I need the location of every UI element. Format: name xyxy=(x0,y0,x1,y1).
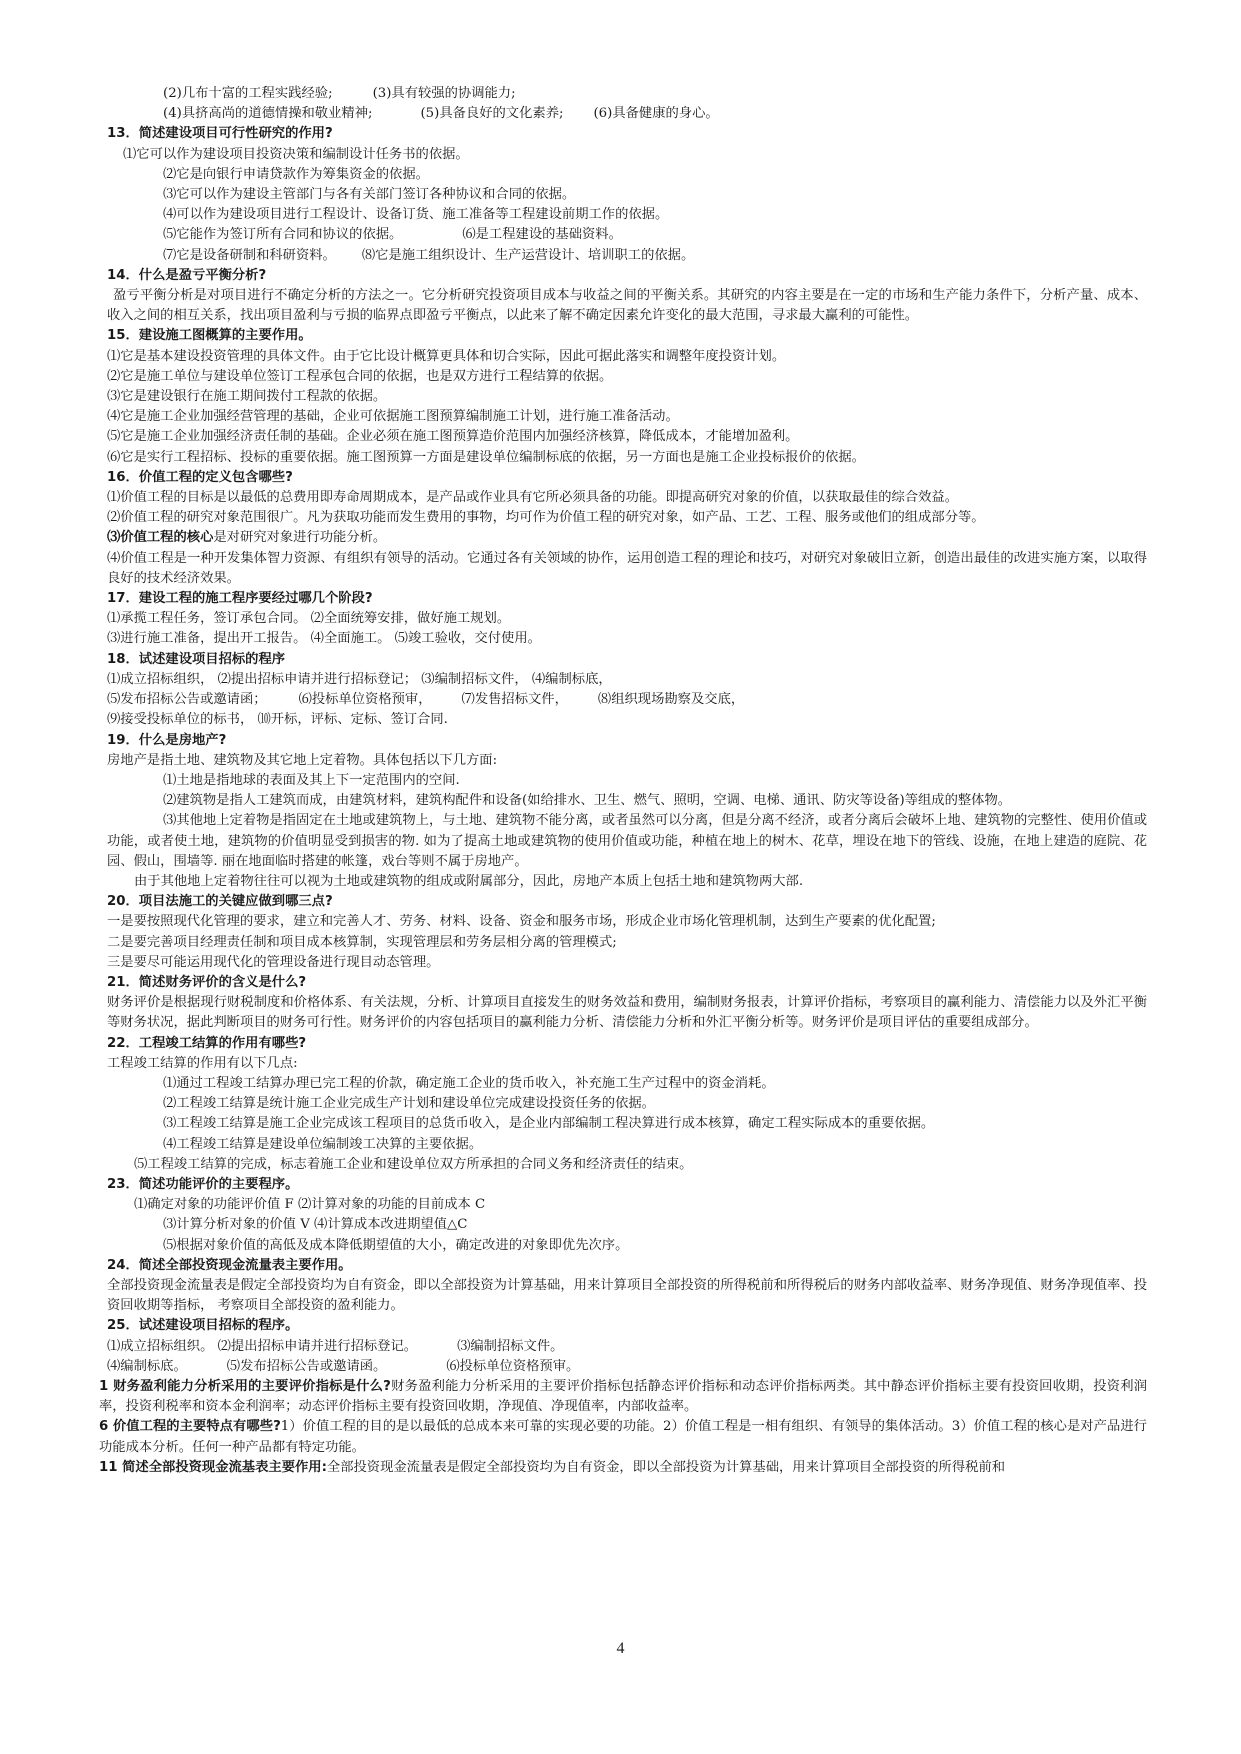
answer-line: 房地产是指土地、建筑物及其它地上定着物。具体包括以下几方面: xyxy=(107,752,498,768)
item-text: ⑹投标单位资格预审。 xyxy=(446,1358,580,1374)
question-17-heading: 17．建设工程的施工程序要经过哪几个阶段? xyxy=(107,591,373,607)
answer-line: ⑹它是实行工程招标、投标的重要依据。施工图预算一方面是建设单位编制标底的依据，另一方面也是施工企业投标报价的依据。 xyxy=(107,449,865,465)
item-text: ⑸发布招标公告或邀请函； xyxy=(107,692,267,708)
question-19-heading: 19．什么是房地产? xyxy=(107,732,227,748)
answer-line: 三是要尽可能运用现代化的管理设备进行现目动态管理。 xyxy=(107,954,440,970)
extra-question-6 xyxy=(99,1417,1147,1457)
answer-line xyxy=(107,690,1147,710)
extra-question-11 xyxy=(99,1458,1147,1478)
answer-paragraph: 全部投资现金流量表是假定全部投资均为自有资金，即以全部投资为计算基础，用来计算项目全部投资的所得税前和所得税后的财务内部收益率、财务净现值、财务净现值率、投资回收期等指标， 考察项目全部投资的盈利能力。 xyxy=(107,1277,1147,1314)
answer-line xyxy=(107,1337,1147,1357)
answer-paragraph: 财务评价是根据现行财税制度和价格体系、有关法规，分析、计算项目直接发生的财务效益和费用，编制财务报表，计算评价指标，考察项目的赢利能力、清偿能力以及外汇平衡等财务状况，据此判断项目的财务可行性。财务评价的内容包括项目的赢利能力分析、清偿能力分析和外汇平衡分析等。财务评价是项目评估的重要组成部分。 xyxy=(107,995,1147,1031)
item-text: 是对研究对象进行功能分析。 xyxy=(213,530,387,546)
answer-line: ⑴价值工程的目标是以最低的总费用即寿命周期成本，是产品或作业具有它所必须具备的功能。即提高研究对象的价值，以获取最佳的综合效益。 xyxy=(107,490,958,506)
item-text: ⑹是工程建设的基础资料。 xyxy=(462,227,622,243)
answer-line: ⑸它是施工企业加强经济责任制的基础。企业必须在施工图预算造价范围内加强经济核算，降低成本，才能增加盈利。 xyxy=(107,429,799,445)
answer-line: ⑴通过工程竣工结算办理已完工程的价款，确定施工企业的货币收入，补充施工生产过程中的资金消耗。 xyxy=(163,1075,775,1091)
answer-line: ⑵价值工程的研究对象范围很广。凡为获取功能而发生费用的事物，均可作为价值工程的研究对象，如产品、工艺、工程、服务或他们的组成部分等。 xyxy=(107,510,985,526)
question-15-heading: 15．建设施工图概算的主要作用。 xyxy=(107,328,312,344)
answer-line: ⑴承揽工程任务，签订承包合同。 ⑵全面统筹安排，做好施工规划。 xyxy=(107,611,511,627)
answer-line: ⑶进行施工准备，提出开工报告。 ⑷全面施工。 ⑸竣工验收，交付使用。 xyxy=(107,631,541,647)
question-text: 6 价值工程的主要特点有哪些? xyxy=(99,1419,281,1435)
item-text: ⑻组织现场勘察及交底， xyxy=(597,692,745,708)
emphasis-text: ⑶价值工程的核心 xyxy=(107,530,214,546)
answer-line: 工程竣工结算的作用有以下几点: xyxy=(107,1055,298,1071)
question-25-heading: 25．试述建设项目招标的程序。 xyxy=(107,1318,299,1334)
item-text: ⑺发售招标文件， xyxy=(461,692,568,708)
item-text: ⑸它能作为签订所有合同和协议的依据。 xyxy=(163,227,403,243)
qualification-line-1 xyxy=(107,84,1147,104)
answer-paragraph: 盈亏平衡分析是对项目进行不确定分析的方法之一。它分析研究投资项目成本与收益之间的平衡关系。其研究的内容主要是在一定的市场和生产能力条件下，分析产量、成本、收入之间的相互关系，找出项目盈利与亏损的临界点即盈亏平衡点，以此来了解不确定因素允许变化的最大范围，寻求最大赢利的可能性。 xyxy=(107,288,1147,324)
answer-line: ⑶它是建设银行在施工期间拨付工程款的依据。 xyxy=(107,389,387,405)
answer-line: ⑷它是施工企业加强经营管理的基础，企业可依据施工图预算编制施工计划，进行施工准备活动。 xyxy=(107,409,679,425)
answer-line: 二是要完善项目经理责任制和项目成本核算制，实现管理层和劳务层相分离的管理模式; xyxy=(107,934,617,950)
answer-line xyxy=(107,225,1147,245)
answer-line: ⑸根据对象价值的高低及成本降低期望值的大小，确定改进的对象即优先次序。 xyxy=(163,1237,629,1253)
page-number: 4 xyxy=(616,1640,625,1657)
item-text: (5)具备良好的文化素养; xyxy=(420,106,564,122)
answer-text: 全部投资现金流量表是假定全部投资均为自有资金，即以全部投资为计算基础，用来计算项目全部投资的所得税前和 xyxy=(326,1459,1006,1475)
item-text: (3)具有较强的协调能力; xyxy=(372,86,516,101)
answer-line xyxy=(107,246,1147,266)
answer-paragraph: ⑵建筑物是指人工建筑而成，由建筑材料，建筑构配件和设备(如给排水、卫生、燃气、照明，空调、电梯、通讯、防灾等设备)等组成的整体物。 xyxy=(163,793,1012,809)
qualification-line-2 xyxy=(107,104,1147,124)
answer-line: ⑶计算分析对象的价值 V ⑷计算成本改进期望值△C xyxy=(163,1217,468,1233)
question-24-heading: 24．简述全部投资现金流量表主要作用。 xyxy=(107,1257,352,1273)
answer-line xyxy=(107,528,1147,548)
answer-line: ⑴确定对象的功能评价值 F ⑵计算对象的功能的目前成本 C xyxy=(134,1197,486,1213)
item-text: ⑺它是设备研制和科研资料。 xyxy=(163,247,336,263)
question-13-heading: 13．简述建设项目可行性研究的作用? xyxy=(107,126,333,142)
item-text: (6)具备健康的身心。 xyxy=(593,106,719,122)
item-text: (4)具挤高尚的道德情操和敬业精神; xyxy=(163,106,373,122)
answer-line: 一是要按照现代化管理的要求，建立和完善人才、劳务、材料、设备、资金和服务市场，形成企业市场化管理机制，达到生产要素的优化配置; xyxy=(107,914,936,930)
answer-line: ⑴土地是指地球的表面及其上下一定范围内的空间. xyxy=(163,772,460,788)
answer-line: ⑷工程竣工结算是建设单位编制竣工决算的主要依据。 xyxy=(163,1136,483,1152)
answer-line: ⑵它是向银行申请贷款作为筹集资金的依据。 xyxy=(163,166,429,182)
answer-line: ⑴它是基本建设投资管理的具体文件。由于它比设计概算更具体和切合实际，因此可据此落实和调整年度投资计划。 xyxy=(107,348,786,364)
question-22-heading: 22．工程竣工结算的作用有哪些? xyxy=(107,1035,307,1051)
item-text: ⑸发布招标公告或邀请函。 xyxy=(226,1358,387,1374)
answer-line: ⑴成立招标组织， ⑵提出招标申请并进行招标登记； ⑶编制招标文件， ⑷编制标底， xyxy=(107,671,612,687)
document-page xyxy=(99,84,1147,1478)
answer-line: ⑶它可以作为建设主管部门与各有关部门签订各种协议和合同的依据。 xyxy=(163,187,576,203)
answer-line xyxy=(107,1357,1147,1377)
answer-line: ⑵它是施工单位与建设单位签订工程承包合同的依据，也是双方进行工程结算的依据。 xyxy=(107,368,613,384)
answer-line: ⑼接受投标单位的标书， ⑽开标，评标、定标、签订合同. xyxy=(107,712,448,728)
answer-paragraph: ⑷价值工程是一种开发集体智力资源、有组织有领导的活动。它通过各有关领域的协作，运用创造工程的理论和技巧，对研究对象破旧立新，创造出最佳的改进实施方案，以取得良好的技术经济效果。 xyxy=(107,550,1147,586)
item-text: ⑻它是施工组织设计、生产运营设计、培训职工的依据。 xyxy=(361,247,695,263)
answer-line: ⑴它可以作为建设项目投资决策和编制设计任务书的依据。 xyxy=(123,146,469,162)
question-21-heading: 21．简述财务评价的含义是什么? xyxy=(107,974,307,990)
item-text: (2)几布十富的工程实践经验; xyxy=(163,86,333,101)
question-text: 1 财务盈利能力分析采用的主要评价指标是什么? xyxy=(99,1379,391,1394)
question-18-heading: 18．试述建设项目招标的程序 xyxy=(107,651,286,667)
question-20-heading: 20．项目法施工的关键应做到哪三点? xyxy=(107,894,333,910)
answer-line: ⑵工程竣工结算是统计施工企业完成生产计划和建设单位完成建设投资任务的依据。 xyxy=(163,1096,655,1112)
question-16-heading: 16．价值工程的定义包含哪些? xyxy=(107,469,293,485)
answer-paragraph: ⑶其他地上定着物是指固定在土地或建筑物上，与土地、建筑物不能分离，或者虽然可以分离，但是分离不经济，或者分离后会破坏上地、建筑物的完整性、使用价值或功能，或者使土地，建筑物的价值明显受到损害的物. 如为了提高土地或建筑物的使用价值或功能，种植在地上的树木、花草，埋设在地下的管线、设施，在地上建造的庭院、花园、假山，围墙等. 丽在地面临时搭建的帐篷，戏台等则不属于房地产。 xyxy=(107,813,1147,869)
item-text: ⑴成立招标组织。 ⑵提出招标申请并进行招标登记。 xyxy=(107,1338,418,1354)
answer-line: ⑸工程竣工结算的完成，标志着施工企业和建设单位双方所承担的合同义务和经济责任的结束。 xyxy=(134,1156,693,1172)
extra-question-1 xyxy=(99,1377,1147,1417)
answer-text: 1）价值工程的目的是以最低的总成本来可靠的实现必要的功能。2）价值工程是一相有组织、有领导的集体活动。3）价值工程的核心是对产品进行功能成本分析。任何一种产品都有特定功能。 xyxy=(99,1419,1147,1455)
question-text: 11 简述全部投资现金流基表主要作用: xyxy=(99,1459,327,1475)
answer-line: ⑷可以作为建设项目进行工程设计、设备订货、施工准备等工程建设前期工作的依据。 xyxy=(163,207,669,223)
answer-text: 财务盈利能力分析采用的主要评价指标包括静态评价指标和动态评价指标两类。其中静态评价指标主要有投资回收期，投资利润率，投资利税率和资本金利润率；动态评价指标主要有投资回收期，净现值、净现值率，内部收益率。 xyxy=(99,1379,1147,1415)
question-14-heading: 14．什么是盈亏平衡分析? xyxy=(107,267,267,283)
answer-line: 由于其他地上定着物往往可以视为土地或建筑物的组成或附属部分，因此，房地产本质上包括土地和建筑物两大部. xyxy=(134,873,804,889)
item-text: ⑹投标单位资格预审， xyxy=(298,692,432,708)
answer-line: ⑶工程竣工结算是施工企业完成该工程项目的总货币收入，是企业内部编制工程决算进行成本核算，确定工程实际成本的重要依据。 xyxy=(163,1116,935,1132)
item-text: ⑶编制招标文件。 xyxy=(457,1338,564,1354)
item-text: ⑷编制标底。 xyxy=(107,1358,187,1374)
question-23-heading: 23．简述功能评价的主要程序。 xyxy=(107,1176,299,1192)
